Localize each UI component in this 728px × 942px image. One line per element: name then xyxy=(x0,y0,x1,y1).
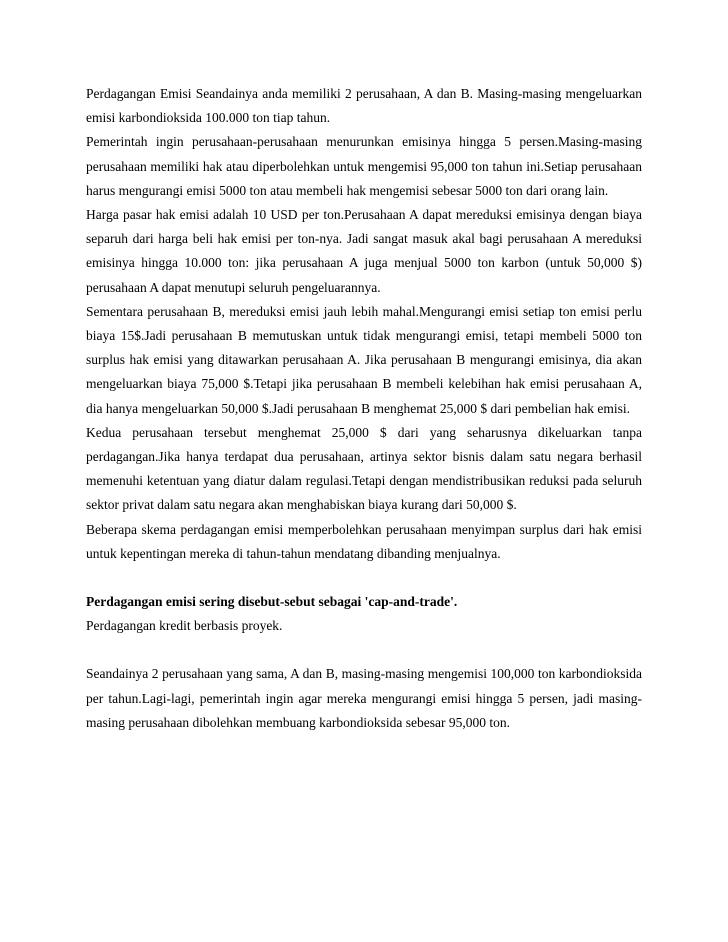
paragraph-spacer xyxy=(86,638,642,662)
subheading-project-credit: Perdagangan kredit berbasis proyek. xyxy=(86,618,283,634)
document-page xyxy=(86,82,642,735)
paragraph-intro: Perdagangan Emisi Seandainya anda memiliki 2 perusahaan, A dan B. Masing-masing mengeluarkan emisi karbondioksida 100.000 ton tiap tahun. xyxy=(86,86,642,126)
paragraph-spacer xyxy=(86,566,642,590)
paragraph-savings: Kedua perusahaan tersebut menghemat 25,000 $ dari yang seharusnya dikeluarkan tanpa perdagangan.Jika hanya terdapat dua perusahaan, artinya sektor bisnis dalam satu negara berhasil memenuhi ketentuan yang diatur dalam regulasi.Tetapi dengan mendistribusikan reduksi pada seluruh sektor privat dalam satu negara akan menghabiskan biaya kurang dari 50,000 $. xyxy=(86,424,642,513)
paragraph-project-example: Seandainya 2 perusahaan yang sama, A dan B, masing-masing mengemisi 100,000 ton karbondioksida per tahun.Lagi-lagi, pemerintah ingin agar mereka mengurangi emisi hingga 5 persen, jadi masing-masing perusahaan dibolehkan membuang karbondioksida sebesar 95,000 ton. xyxy=(86,666,642,730)
paragraph-company-b: Sementara perusahaan B, mereduksi emisi jauh lebih mahal.Mengurangi emisi setiap ton emisi perlu biaya 15$.Jadi perusahaan B memutuskan untuk tidak mengurangi emisi, tetapi membeli 5000 ton surplus hak emisi yang ditawarkan perusahaan A. Jika perusahaan B mengurangi emisinya, dia akan mengeluarkan biaya 75,000 $.Tetapi jika perusahaan B membeli kelebihan hak emisi perusahaan A, dia hanya mengeluarkan 50,000 $.Jadi perusahaan B menghemat 25,000 $ dari pembelian hak emisi. xyxy=(86,303,642,416)
heading-cap-and-trade: Perdagangan emisi sering disebut-sebut sebagai 'cap-and-trade'. xyxy=(86,594,458,610)
paragraph-government-target: Pemerintah ingin perusahaan-perusahaan menurunkan emisinya hingga 5 persen.Masing-masing perusahaan memiliki hak atau diperbolehkan untuk mengemisi 95,000 ton tahun ini.Setiap perusahaan harus mengurangi emisi 5000 ton atau membeli hak mengemisi sebesar 5000 ton dari orang lain. xyxy=(86,134,642,198)
paragraph-market-price: Harga pasar hak emisi adalah 10 USD per ton.Perusahaan A dapat mereduksi emisinya dengan biaya separuh dari harga beli hak emisi per ton-nya. Jadi sangat masuk akal bagi perusahaan A mereduksi emisinya hingga 10.000 ton: jika perusahaan A juga menjual 5000 ton karbon (untuk 50,000 $) perusahaan A dapat menutupi seluruh pengeluarannya. xyxy=(86,207,642,295)
paragraph-banking: Beberapa skema perdagangan emisi memperbolehkan perusahaan menyimpan surplus dari hak emisi untuk kepentingan mereka di tahun-tahun mendatang dibanding menjualnya. xyxy=(86,521,642,561)
